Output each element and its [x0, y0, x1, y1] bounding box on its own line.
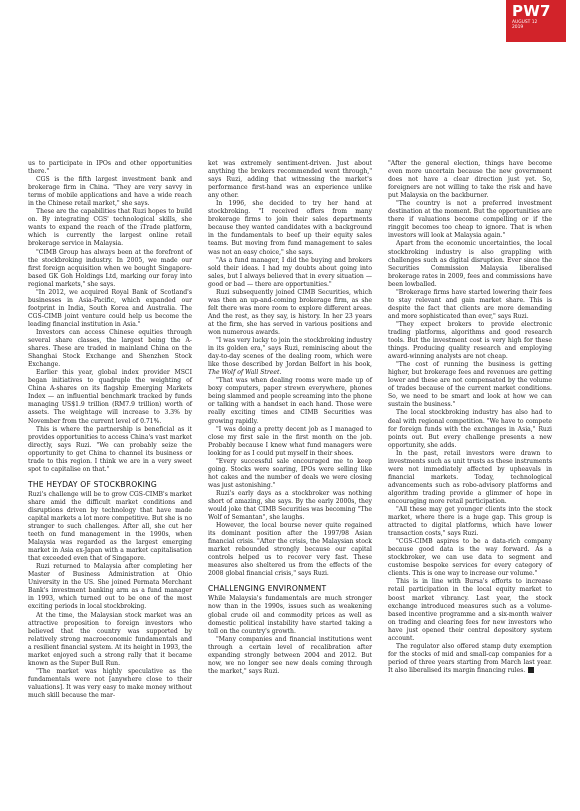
- paragraph: "Many companies and financial institutions went through a certain level of recalibration after expanding strongly between 2004 and 2012. But now, we no longer see new deals coming through the market," says Ruzi.: [208, 635, 372, 675]
- article-column-3: [388, 160, 552, 803]
- paragraph: In the past, retail investors were drawn to investments such as unit trusts as these instruments were not immediately affected by upheavals in financial markets. Today, technological advancements such as robo-advisory platforms and algorithm trading provide a glimmer of hope in encouraging more retail participation.: [388, 449, 552, 505]
- paragraph: "I was doing a pretty decent job as I managed to close my first sale in the first month on the job. Probably because I knew what fund managers were looking for as I could put myself in their shoes.: [208, 425, 372, 457]
- paragraph: At the time, the Malaysian stock market was an attractive proposition to foreign investors who believed that the country was supported by relatively strong macroeconomic fundamentals and a resilient financial system. At its height in 1993, the market enjoyed such a strong rally that it became known as the Super Bull Run.: [28, 611, 192, 667]
- paragraph: "I was very lucky to join the stockbroking industry in its golden era," says Ruzi, reminiscing about the day-to-day scenes of the dealing room, which were like those described by Jordan Belfort in his book, The Wolf of Wall Street.: [208, 337, 372, 377]
- article-column-1: [28, 160, 192, 803]
- issue-date-line2: 2019: [512, 25, 524, 31]
- paragraph: Ruzi returned to Malaysia after completing her Master of Business Administration at Ohio University in the US. She joined Permata Merchant Bank's investment banking arm as a fund manager in 1993, which turned out to be one of the most exciting periods in local stockbroking.: [28, 563, 192, 611]
- paragraph: Ruzi's challenge will be to grow CGS-CIMB's market share amid the difficult market conditions and disruptions driven by technology that have made capital markets a lot more competitive. But she is no stranger to such challenges. After all, she cut her teeth on fund management in the 1990s, when Malaysia was regarded as the largest emerging market in Asia ex-Japan with a market capitalisation that exceeded even that of Singapore.: [28, 490, 192, 563]
- book-title: The Wolf of Wall Street: [208, 369, 280, 377]
- page-folio: [506, 0, 566, 42]
- paragraph: [388, 643, 552, 675]
- paragraph: "The market was highly speculative as the fundamentals were not [anywhere close to their valuations]. It was very easy to make money without much skill because the mar-: [28, 667, 192, 699]
- section-heading: THE HEYDAY OF STOCKBROKING: [28, 479, 158, 489]
- paragraph: Earlier this year, global index provider MSCI began initiatives to quadruple the weighting of China A-shares on its flagship Emerging Markets Index — an influential benchmark tracked by funds managing US$1.9 trillion (RM7.9 trillion) worth of assets. The weightage will increase to 3.3% by November from the current level of 0.71%.: [28, 369, 192, 425]
- end-mark-letter: E: [537, 666, 541, 673]
- paragraph: CGS is the fifth largest investment bank and brokerage firm in China. "They are very savvy in terms of mobile applications and have a wide reach in the Chinese retail market," she says.: [28, 176, 192, 208]
- paragraph: ket was extremely sentiment-driven. Just about anything the brokers recommended went through," says Ruzi, adding that witnessing the market's performance first-hand was an experience unlike any other.: [208, 160, 372, 200]
- issue-date-line1: AUGUST 12: [512, 20, 538, 25]
- paragraph: us to participate in IPOs and other opportunities there.": [28, 160, 192, 176]
- paragraph: This is where the partnership is beneficial as it provides opportunities to access China's vast market directly, says Ruzi. "We can probably seize the opportunity to get China to channel its business or trade to this region. I think we are in a very sweet spot to capitalise on that.": [28, 425, 192, 473]
- paragraph-text: The regulator also offered stamp duty exemption for the stocks of mid and small-cap companies for a period of three years starting from March last year. It also liberalised its margin financing rules.: [388, 642, 552, 674]
- paragraph: "Every successful sale encouraged me to keep going. Stocks were soaring, IPOs were selling like hot cakes and the number of deals we were closing was just astonishing.": [208, 457, 372, 489]
- paragraph: "That was when dealing rooms were made up of boxy computers, paper strewn everywhere, phones being slammed and people screaming into the phone or talking with a handset in each hand. Those were really exciting times and CIMB Securities was growing rapidly.: [208, 377, 372, 425]
- paragraph: The local stockbroking industry has also had to deal with regional competition. "We have to compete for foreign funds with the exchanges in Asia," Ruzi points out. But every challenge presents a new opportunity, she adds.: [388, 409, 552, 449]
- paragraph: "Brokerage firms have started lowering their fees to stay relevant and gain market share. This is despite the fact that clients are more demanding and more sophisticated than ever," says Ruzi.: [388, 288, 552, 320]
- paragraph: Investors can access Chinese equities through several share classes, the largest being the A-shares. These are traded in mainland China on the Shanghai Stock Exchange and Shenzhen Stock Exchange.: [28, 328, 192, 369]
- paragraph: "CIMB Group has always been at the forefront of the stockbroking industry. In 2005, we made our first foreign acquisition when we bought Singapore-based GK Goh Holdings Ltd, marking our foray into regional markets," she says.: [28, 248, 192, 288]
- paragraph: Ruzi subsequently joined CIMB Securities, which was then an up-and-coming brokerage firm, as she felt there was more room to explore different areas. And the rest, as they say, is history. In her 23 years at the firm, she has served in various positions and won numerous awards.: [208, 288, 372, 336]
- paragraph: "The country is not a preferred investment destination at the moment. But the opportunities are there if valuations become compelling or if the ringgit becomes too cheap to ignore. That is when investors will look at Malaysia again.": [388, 200, 552, 240]
- page-number: PW7: [512, 2, 551, 20]
- paragraph: However, the local bourse never quite regained its dominant position after the 1997/98 Asian financial crisis. "After the crisis, the Malaysian stock market rebounded strongly because our capital controls helped us to recover very fast. These measures also sheltered us from the effects of the 2008 global financial crisis," says Ruzi.: [208, 522, 372, 578]
- paragraph: "After the general election, things have become even more uncertain because the new government does not have a clear direction just yet. So, foreigners are not willing to take the risk and have put Malaysia on the backburner.: [388, 160, 552, 200]
- paragraph: While Malaysia's fundamentals are much stronger now than in the 1990s, issues such as weakening global crude oil and commodity prices as well as domestic political instability have started taking a toll on the country's growth.: [208, 595, 372, 635]
- paragraph: These are the capabilities that Ruzi hopes to build on. By integrating CGS' technological skills, she wants to expand the reach of the iTrade platform, which is currently the largest online retail brokerage service in Malaysia.: [28, 208, 192, 248]
- paragraph: "All these may get younger clients into the stock market, where there is a huge gap. This group is attracted to digital platforms, which have lower transaction costs," says Ruzi.: [388, 506, 552, 538]
- paragraph: "They expect brokers to provide electronic trading platforms, algorithms and good research tools. But the investment cost is very high for these things. Producing quality research and employing award-winning analysts are not cheap.: [388, 320, 552, 361]
- article-body: [28, 160, 552, 803]
- paragraph: "In 2012, we acquired Royal Bank of Scotland's businesses in Asia-Pacific, which expanded our footprint in India, South Korea and Australia. The CGS-CIMB joint venture could help us become the leading financial institution in Asia.": [28, 288, 192, 328]
- end-of-article-mark: [528, 666, 541, 673]
- paragraph: Ruzi's early days as a stockbroker was nothing short of amazing, she says. By the early 2000s, they would joke that CIMB Securities was becoming "The Wolf of Semantan", she laughs.: [208, 489, 372, 522]
- paragraph: "As a fund manager, I did the buying and brokers sold their ideas. I had my doubts about going into sales, but I always believed that in every situation — good or bad — there are opportunities.": [208, 256, 372, 288]
- section-heading: CHALLENGING ENVIRONMENT: [208, 584, 327, 594]
- paragraph: Apart from the economic uncertainties, the local stockbroking industry is also grappling with challenges such as digital disruption. Ever since the Securities Commission Malaysia liberalised brokerage rates in 2009, fees and commissions have been lowballed.: [388, 240, 552, 288]
- paragraph: "The cost of running the business is getting higher, but brokerage fees and revenues are getting lower and these are not compensated by the volume of trades because of the current market conditions. So, we need to be smart and look at how we can sustain the business.": [388, 361, 552, 409]
- paragraph: "CGS-CIMB aspires to be a data-rich company because good data is the way forward. As a stockbroker, we can use data to segment and customise bespoke services for every category of clients. This is one way to increase our volume.": [388, 538, 552, 578]
- paragraph: In 1996, she decided to try her hand at stockbroking. "I received offers from many brokerage firms to join their sales departments because they wanted candidates with a background in the fundamentals to beef up their equity sales teams. But moving from fund management to sales was not an easy choice," she says.: [208, 200, 372, 256]
- issue-date: [512, 20, 566, 30]
- paragraph: This is in line with Bursa's efforts to increase retail participation in the local equity market to boost market vibrancy. Last year, the stock exchange introduced measures such as a volume-based incentive programme and a six-month waiver on trading and clearing fees for new investors who have just opened their central depository system account.: [388, 578, 552, 642]
- article-column-2: [208, 160, 372, 803]
